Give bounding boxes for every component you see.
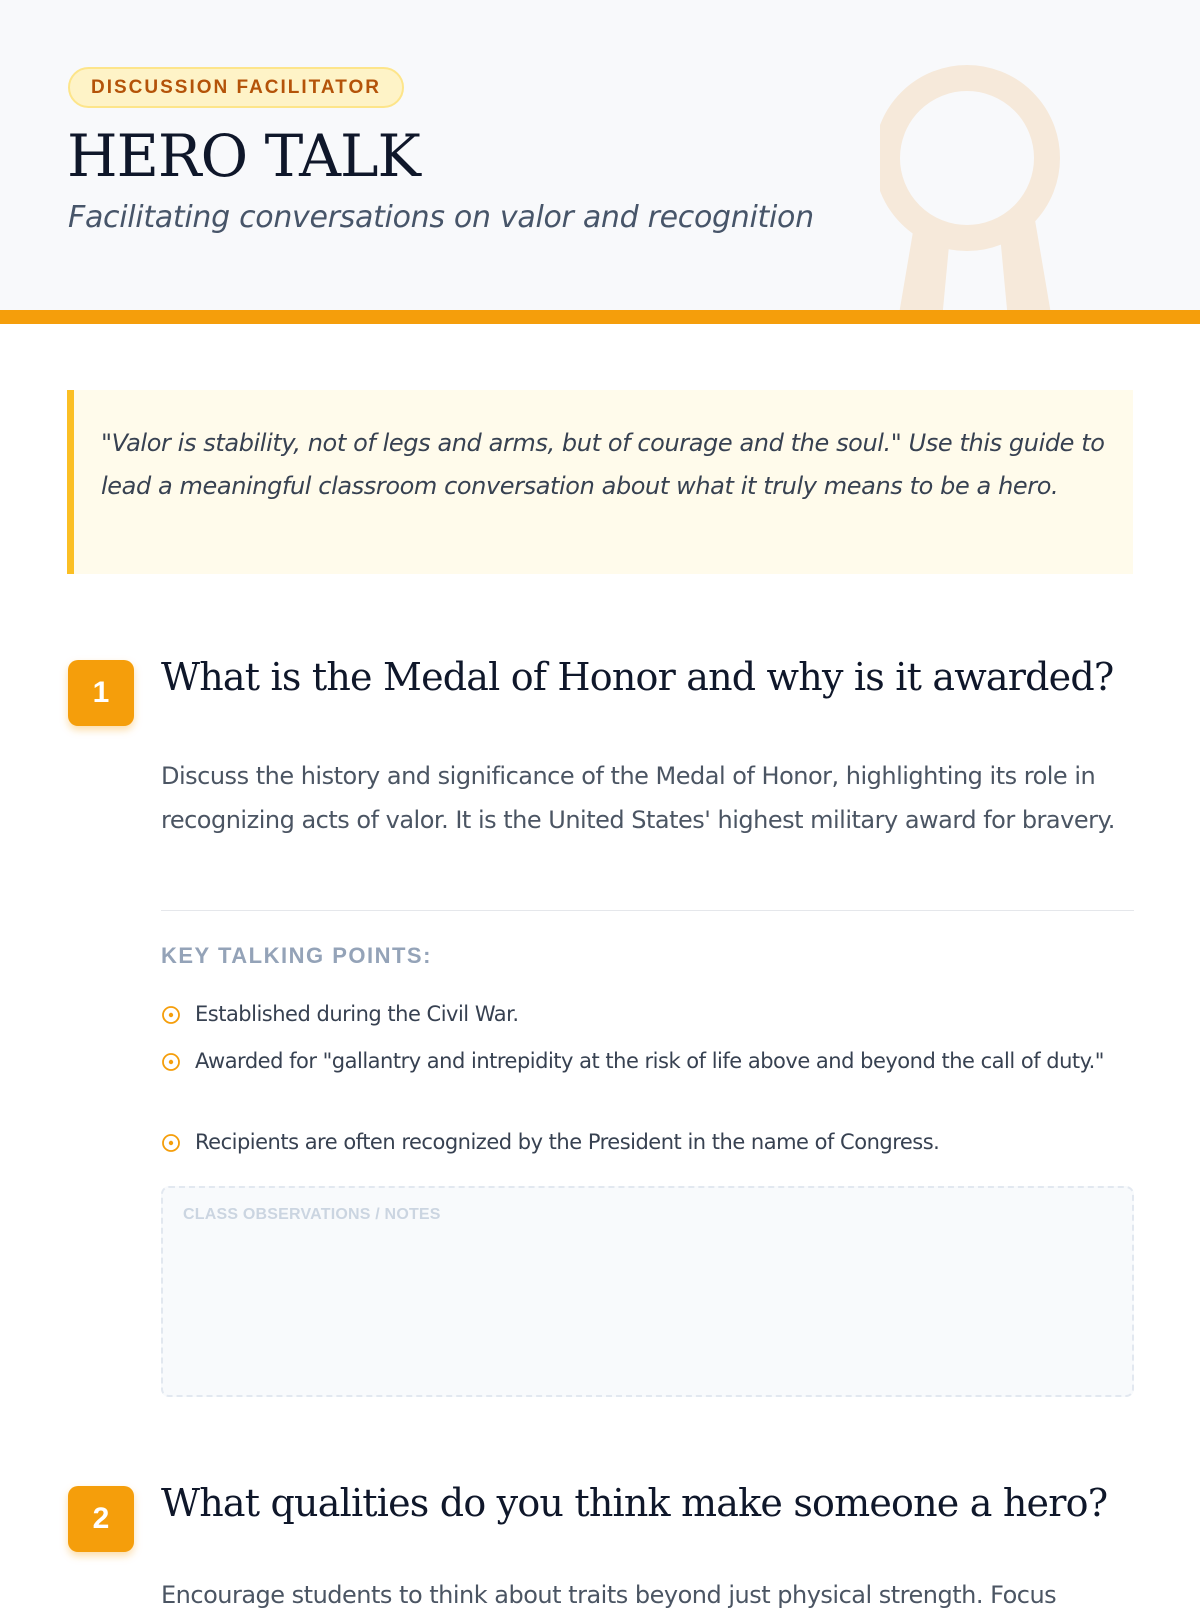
target-bullet-icon bbox=[161, 1052, 181, 1072]
role-badge: DISCUSSION FACILITATOR bbox=[68, 67, 404, 108]
key-points-heading: KEY TALKING POINTS: bbox=[161, 943, 432, 968]
page-subtitle: Facilitating conversations on valor and recognition bbox=[68, 200, 814, 235]
intro-quote: "Valor is stability, not of legs and arms, but of courage and the soul." Use this guide to lead a meaningful classroom conversation about what it truly means to be a hero. bbox=[67, 390, 1133, 574]
key-point-item bbox=[161, 1126, 1136, 1159]
page-title: HERO TALK bbox=[67, 122, 420, 190]
question-description-2: Encourage students to think about traits beyond just physical strength. Focus bbox=[161, 1581, 1057, 1609]
key-point-text: Awarded for "gallantry and intrepidity at the risk of life above and beyond the call of duty." bbox=[195, 1049, 1104, 1073]
key-point-text: Established during the Civil War. bbox=[195, 1002, 519, 1026]
question-description-1: Discuss the history and significance of the Medal of Honor, highlighting its role in recognizing acts of valor. It is the United States' highest military award for bravery. bbox=[161, 762, 1115, 834]
header-accent-bar bbox=[0, 310, 1200, 324]
page-header bbox=[0, 0, 1200, 310]
question-number-2: 2 bbox=[68, 1486, 134, 1552]
question-title-1: What is the Medal of Honor and why is it awarded? bbox=[161, 655, 1114, 699]
notes-area[interactable] bbox=[161, 1186, 1134, 1397]
question-title-2: What qualities do you think make someone a hero? bbox=[161, 1481, 1108, 1525]
section-divider bbox=[161, 910, 1134, 911]
notes-label: CLASS OBSERVATIONS / NOTES bbox=[183, 1206, 441, 1223]
target-bullet-icon bbox=[161, 1133, 181, 1153]
key-point-text: Recipients are often recognized by the President in the name of Congress. bbox=[195, 1130, 940, 1154]
target-bullet-icon bbox=[161, 1005, 181, 1025]
key-point-item bbox=[161, 998, 1136, 1031]
question-number-1: 1 bbox=[68, 660, 134, 726]
medal-icon bbox=[880, 60, 1100, 310]
key-point-item bbox=[161, 1045, 1136, 1078]
